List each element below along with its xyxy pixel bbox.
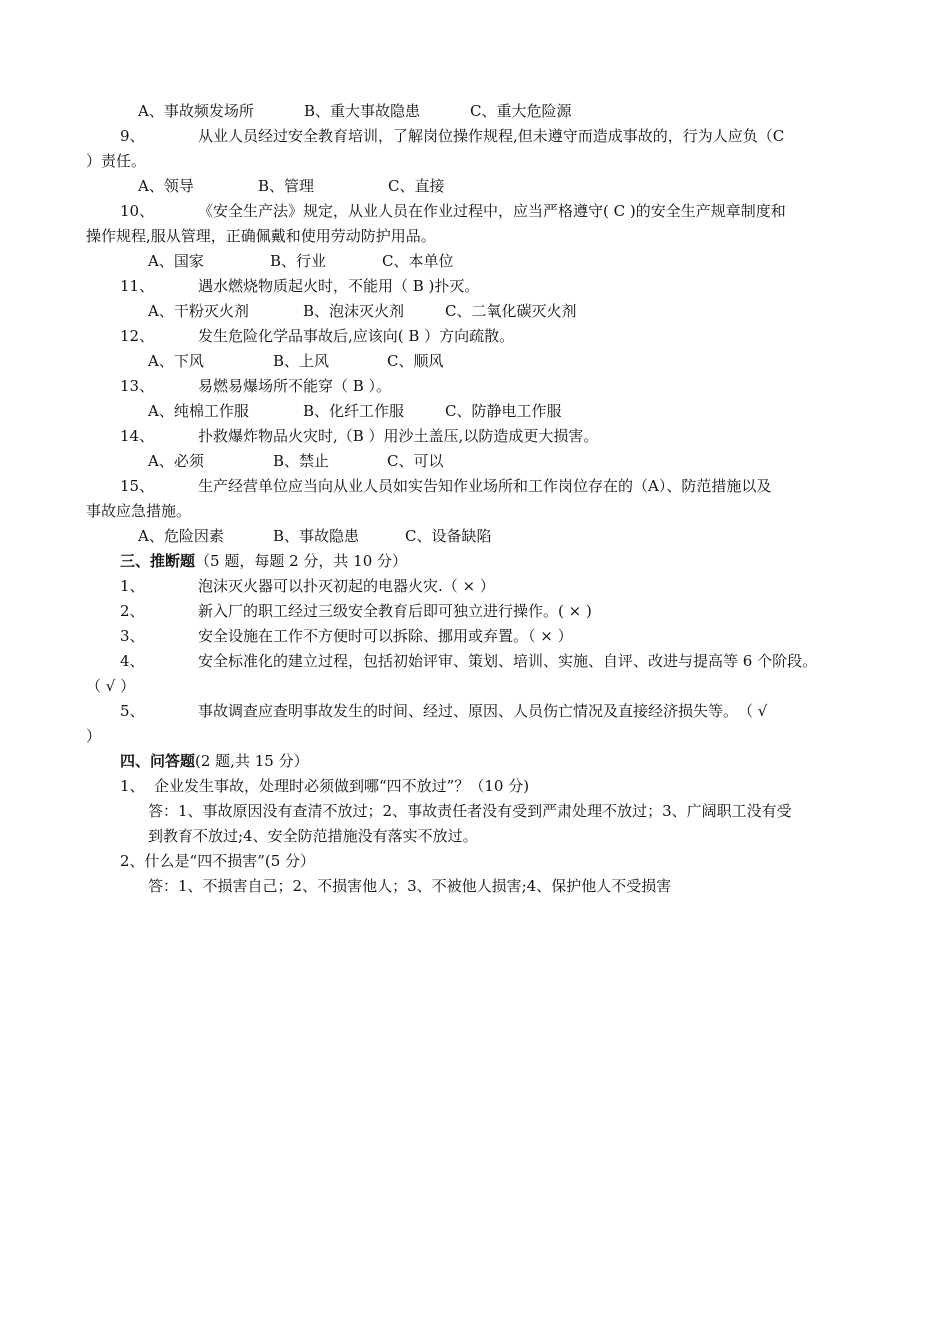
- option-c: C、直接: [388, 177, 445, 195]
- options-line-q9: [86, 174, 918, 199]
- option-c: C、可以: [387, 452, 444, 470]
- judgement-4-continuation: （ √ ）: [86, 677, 136, 695]
- option-a: A、必须: [148, 452, 204, 470]
- judgement-2: [86, 599, 900, 624]
- qa-answer-1-continuation: 到教育不放过;4、安全防范措施没有落实不放过。: [148, 827, 478, 845]
- option-b: B、上风: [273, 352, 330, 370]
- option-c: C、防静电工作服: [445, 402, 562, 420]
- options-line-q14: [86, 449, 928, 474]
- question-text: 安全设施在工作不方便时可以拆除、挪用或弃置。（ × ）: [198, 627, 573, 645]
- question-text: 从业人员经过安全教育培训，了解岗位操作规程,但未遵守而造成事故的，行为人应负（C: [198, 127, 785, 145]
- qa-answer-1: 答：1、事故原因没有查清不放过；2、事故责任者没有受到严肃处理不放过；3、广阔职工没有受: [148, 802, 792, 820]
- section-title: 三、推断题: [120, 552, 196, 570]
- judgement-5: [86, 699, 900, 724]
- option-b: B、重大事故隐患: [304, 102, 421, 120]
- option-b: B、泡沫灭火剂: [303, 302, 405, 320]
- section-note: (2 题,共 15 分）: [195, 752, 309, 770]
- question-12: [86, 324, 900, 349]
- question-number: 3、: [120, 627, 145, 645]
- question-14: [86, 424, 900, 449]
- question-text: 企业发生事故，处理时必须做到哪“四不放过”？（10 分): [154, 777, 530, 795]
- judgement-3: [86, 624, 900, 649]
- option-b: B、禁止: [273, 452, 330, 470]
- option-b: B、管理: [258, 177, 315, 195]
- qa-answer-2: 答：1、不损害自己；2、不损害他人；3、不被他人损害;4、保护他人不受损害: [148, 877, 672, 895]
- options-line-q12: [86, 349, 928, 374]
- option-b: B、事故隐患: [273, 527, 360, 545]
- question-15-continuation: 事故应急措施。: [86, 502, 192, 520]
- judgement-4: [86, 649, 900, 674]
- question-11: [86, 274, 900, 299]
- question-number: 1、: [120, 577, 145, 595]
- option-c: C、顺风: [387, 352, 444, 370]
- question-9: [86, 124, 900, 149]
- section-title: 四、问答题: [120, 752, 196, 770]
- question-number: 13、: [120, 377, 155, 395]
- option-c: C、重大危险源: [470, 102, 572, 120]
- option-a: A、危险因素: [138, 527, 224, 545]
- option-a: A、领导: [138, 177, 194, 195]
- question-number: 10、: [120, 202, 155, 220]
- question-text: 扑救爆炸物品火灾时,（B ）用沙土盖压,以防造成更大损害。: [198, 427, 599, 445]
- question-text: 安全标准化的建立过程，包括初始评审、策划、培训、实施、自评、改进与提高等 6 个阶段。: [198, 652, 818, 670]
- question-number: 15、: [120, 477, 155, 495]
- question-number: 9、: [120, 127, 145, 145]
- options-line-q11: [86, 299, 928, 324]
- option-a: A、下风: [148, 352, 204, 370]
- question-number: 4、: [120, 652, 145, 670]
- question-10: [86, 199, 900, 224]
- judgement-5-continuation: ）: [86, 727, 102, 745]
- question-number: 5、: [120, 702, 145, 720]
- section-3-heading: [86, 549, 900, 574]
- question-text: 发生危险化学品事故后,应该向( B ）方向疏散。: [198, 327, 515, 345]
- option-b: B、行业: [270, 252, 327, 270]
- question-number: 12、: [120, 327, 155, 345]
- question-13: [86, 374, 900, 399]
- option-c: C、设备缺陷: [405, 527, 492, 545]
- options-line-q8: [86, 99, 918, 124]
- question-number: 14、: [120, 427, 155, 445]
- option-a: A、干粉灭火剂: [148, 302, 249, 320]
- question-text: 遇水燃烧物质起火时，不能用（ B )扑灭。: [198, 277, 480, 295]
- section-4-heading: [86, 749, 900, 774]
- qa-question-1: [86, 774, 900, 799]
- option-c: C、本单位: [382, 252, 454, 270]
- options-line-q13: [86, 399, 928, 424]
- question-text: 生产经营单位应当向从业人员如实告知作业场所和工作岗位存在的（A）、防范措施以及: [198, 477, 772, 495]
- question-number: 11、: [120, 277, 155, 295]
- question-text: 新入厂的职工经过三级安全教育后即可独立进行操作。( × ): [198, 602, 592, 620]
- question-number: 1、: [120, 777, 145, 795]
- question-text: 事故调查应查明事故发生的时间、经过、原因、人员伤亡情况及直接经济损失等。 （ √: [198, 702, 768, 720]
- option-b: B、化纤工作服: [303, 402, 405, 420]
- options-line-q10: [86, 249, 928, 274]
- question-text: 易燃易爆场所不能穿（ B ）。: [198, 377, 392, 395]
- question-15: [86, 474, 900, 499]
- qa-question-2: 2、什么是“四不损害”(5 分）: [120, 852, 316, 870]
- section-note: （5 题，每题 2 分，共 10 分）: [195, 552, 408, 570]
- question-text: 泡沫灭火器可以扑灭初起的电器火灾.（ × ）: [198, 577, 495, 595]
- option-c: C、二氧化碳灭火剂: [445, 302, 577, 320]
- option-a: A、纯棉工作服: [148, 402, 249, 420]
- question-9-continuation: ）责任。: [86, 152, 147, 170]
- option-a: A、事故频发场所: [138, 102, 254, 120]
- question-10-continuation: 操作规程,服从管理，正确佩戴和使用劳动防护用品。: [86, 227, 436, 245]
- judgement-1: [86, 574, 900, 599]
- question-number: 2、: [120, 602, 145, 620]
- question-text: 《安全生产法》规定，从业人员在作业过程中，应当严格遵守( C )的安全生产规章制度和: [198, 202, 786, 220]
- options-line-q15: [86, 524, 918, 549]
- option-a: A、国家: [148, 252, 204, 270]
